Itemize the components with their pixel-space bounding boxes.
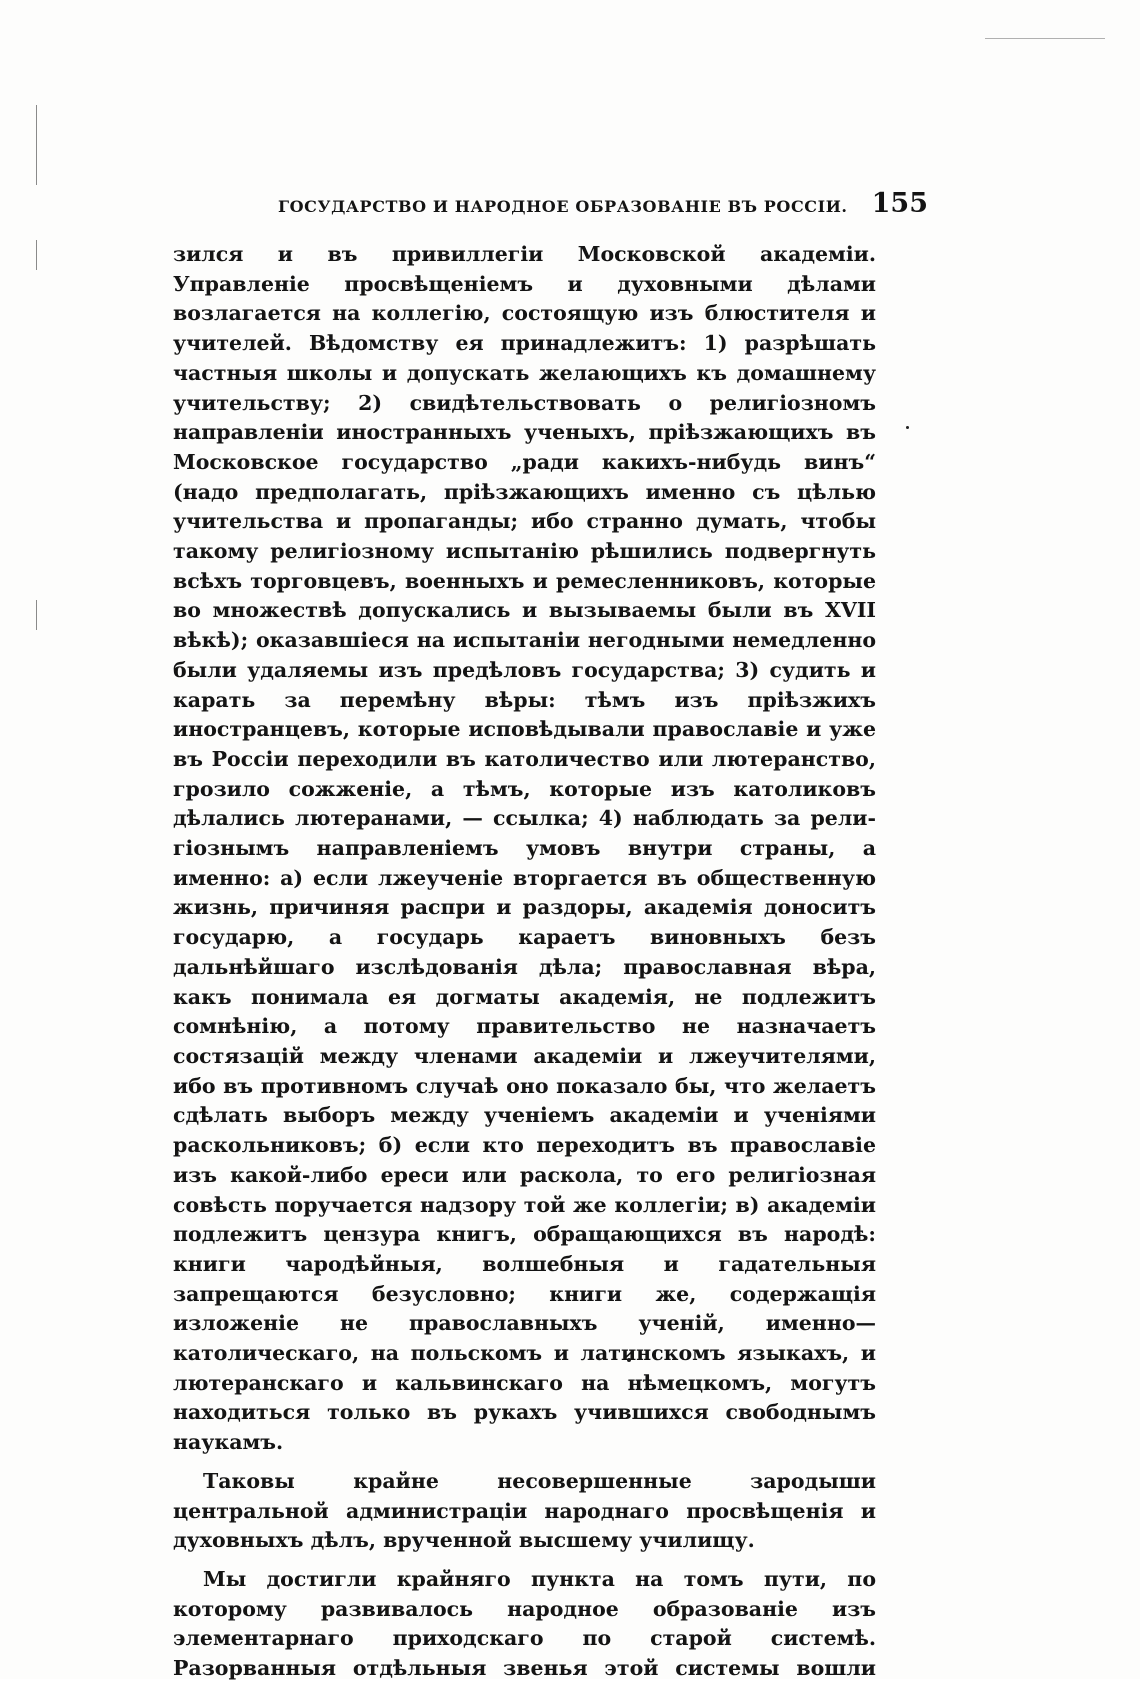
scan-speck (906, 426, 909, 429)
running-title: ГОСУДАРСТВО И НАРОДНОЕ ОБРАЗОВАНІЕ ВЪ РОССІИ. (278, 197, 848, 216)
paragraph: Мы достигли крайняго пункта на томъ пути, по которому развивалось народное образованіе изъ элементарнаго приходскаго по старой системѣ. Разорванныя отдѣльныя звенья этой системы вошли (173, 1566, 876, 1681)
scan-top-line (985, 38, 1105, 39)
scan-margin-line (36, 105, 37, 185)
page-number: 155 (871, 188, 928, 219)
scan-margin-line (36, 240, 37, 270)
paragraph: зился и въ привиллегіи Московской академіи. Управленіе просвѣщеніемъ и духовными дѣлами возлагается на коллегію, состоящую изъ блюстителя и учителей. Вѣдомству ея принадлежитъ: 1) разрѣшать частныя школы и допускать желающихъ къ домашнему учительству; 2) свидѣтельствовать о религіозномъ направленіи иностранныхъ ученыхъ, пріѣзжающихъ въ Московское государство „ради какихъ-нибудь винъ“ (надо предполагать, пріѣзжающихъ именно съ цѣлью учительства и пропаганды; ибо странно думать, чтобы такому религіозному испытанію рѣшились подвергнуть всѣхъ торговцевъ, военныхъ и ремесленниковъ, которые во множествѣ допускались и вызываемы были въ XVII вѣкѣ); оказавшіеся на испытаніи негодными немедленно были удаляемы изъ предѣловъ государства; 3) судить и карать за перемѣну вѣры: тѣмъ изъ пріѣзжихъ иностранцевъ, которые исповѣдывали православіе и уже въ Россіи переходили въ католичество или лютеранство, грозило сожженіе, а тѣмъ, которые изъ католиковъ дѣлались лютеранами, — ссылка; 4) наблюдать за религіознымъ направленіемъ умовъ внутри страны, а именно: а) если лжеученіе вторгается въ общественную жизнь, причиняя распри и раздоры, академія доноситъ государю, а государь караетъ виновныхъ безъ дальнѣйшаго изслѣдованія дѣла; православная вѣра, какъ понимала ея догматы академія, не подлежитъ сомнѣнію, а потому правительство не назначаетъ состязацій между членами академіи и лжеучителями, ибо въ противномъ случаѣ оно показало бы, что желаетъ сдѣлать выборъ между ученіемъ академіи и ученіями раскольниковъ; б) если кто переходитъ въ православіе изъ какой-либо ереси или раскола, то его религіозная совѣсть поручается надзору той же коллегіи; в) академіи подлежитъ цензура книгъ, обращающихся въ народѣ: книги чародѣйныя, волшебныя и гадательныя запрещаются безусловно; книги же, содержащія изложеніе не православныхъ ученій, именно—католическаго, на польскомъ и латинскомъ языкахъ, и лютеранскаго и кальвинскаго на нѣмецкомъ, могутъ находиться только въ рукахъ учившихся свободнымъ наукамъ. (173, 242, 876, 1455)
body-text (173, 240, 876, 1684)
paragraph: Таковы крайне несовершенные зародыши центральной администраціи народнаго просвѣщенія и духовныхъ дѣлъ, врученной высшему училищу. (173, 1468, 876, 1553)
scan-margin-line (36, 600, 37, 630)
page-header (278, 188, 928, 228)
